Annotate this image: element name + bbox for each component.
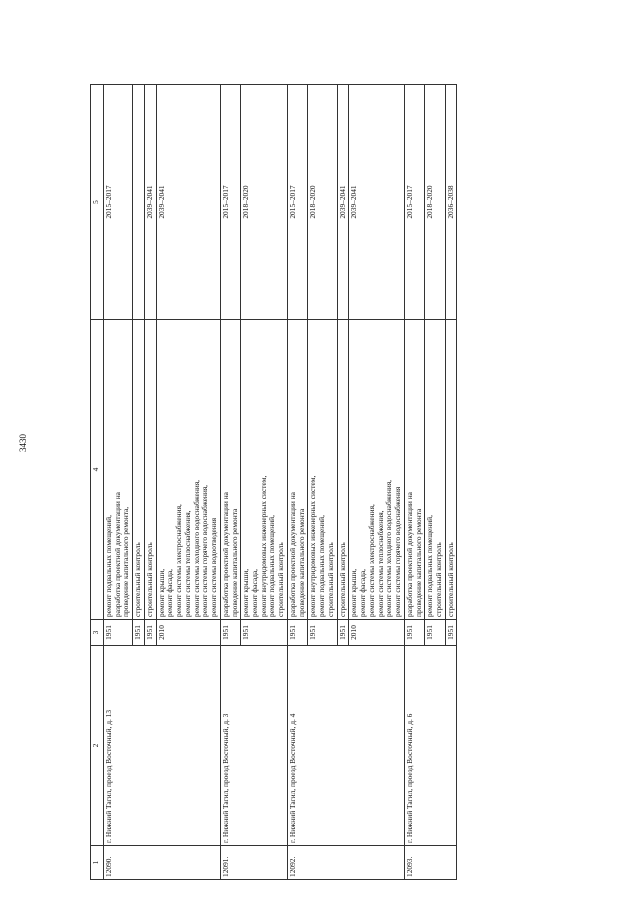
header-col-1: 1 — [91, 846, 104, 880]
period-cell: 2018–2020 — [241, 85, 288, 320]
work-item: ремонт системы электроснабжения, — [174, 504, 184, 617]
period-cell: 2015–2017 — [404, 85, 424, 320]
header-col-5: 5 — [91, 85, 104, 320]
works-cell — [220, 320, 240, 620]
work-item: строительный контроль — [445, 542, 455, 617]
year-cell: 1951 — [144, 620, 156, 646]
period-cell: 2039–2041 — [144, 85, 156, 320]
record-number: 12093. — [404, 846, 457, 880]
work-item: ремонт подвальных помещений, — [267, 515, 277, 617]
work-item: строительный контроль — [133, 542, 143, 617]
repair-schedule-table — [90, 84, 457, 880]
period-cell: 2015–2017 — [220, 85, 240, 320]
work-item: ремонт внутридомовых инженерных систем, — [258, 475, 268, 617]
year-cell: 1951 — [241, 620, 288, 646]
work-item: проведение капитального ремонта — [413, 508, 423, 617]
work-item: строительный контроль — [325, 542, 335, 617]
year-cell: 1951 — [337, 620, 349, 646]
year-cell: 1951 — [287, 620, 307, 646]
work-item: ремонт системы водоотведения — [209, 517, 219, 617]
year-cell: 1951 — [104, 620, 133, 646]
period-cell: 2015–2017 — [287, 85, 307, 320]
period-cell: 2039–2041 — [349, 85, 404, 320]
work-item: ремонт системы холодного водоснабжения, — [384, 480, 394, 617]
works-cell — [404, 320, 424, 620]
work-item: ремонт системы холодного водоснабжения, — [191, 480, 201, 617]
work-item: ремонт подвальных помещений, — [425, 515, 435, 617]
work-item: разработка проектной документации на — [404, 492, 414, 617]
table-body — [104, 85, 457, 880]
work-item: проведение капитального ремонта — [229, 508, 239, 617]
works-cell — [287, 320, 307, 620]
work-item: разработка проектной документации на — [220, 492, 230, 617]
table-row — [220, 85, 240, 880]
works-cell — [104, 320, 133, 620]
address-cell: г. Нижний Тагил, проезд Восточный, д. 3 — [220, 646, 287, 846]
year-cell: 1951 — [404, 620, 424, 646]
page-number: 3430 — [18, 434, 28, 452]
work-item: ремонт системы теплоснабжения, — [375, 510, 385, 617]
work-item: ремонт системы горячего водоснабжения — [393, 486, 403, 617]
rotated-table-container — [90, 85, 530, 880]
work-item: ремонт системы горячего водоснабжения, — [200, 484, 210, 617]
address-cell: г. Нижний Тагил, проезд Восточный, д. 13 — [104, 646, 221, 846]
header-row — [91, 85, 104, 880]
work-item: разработка проектной документации на — [287, 492, 297, 617]
work-item: ремонт системы электроснабжения, — [366, 504, 376, 617]
work-item: ремонт системы теплоснабжения, — [182, 510, 192, 617]
work-item: ремонт крыши, — [156, 568, 166, 617]
period-cell: 2039–2041 — [156, 85, 220, 320]
year-cell: 1951 — [133, 620, 145, 646]
year-cell: 1951 — [425, 620, 445, 646]
work-item: ремонт подвальных помещений, — [104, 515, 113, 617]
table-row — [287, 85, 307, 880]
work-item: ремонт подвальных помещений, — [317, 515, 327, 617]
year-cell: 1951 — [220, 620, 240, 646]
work-item: строительный контроль — [337, 542, 347, 617]
work-item: проведение капитального ремонта — [296, 508, 306, 617]
work-item: разработка проектной документации на — [112, 492, 122, 617]
period-cell: 2036–2038 — [445, 85, 457, 320]
works-cell — [133, 320, 145, 620]
works-cell — [156, 320, 220, 620]
header-col-4: 4 — [91, 320, 104, 620]
works-cell — [445, 320, 457, 620]
work-item: ремонт внутридомовых инженерных систем, — [308, 475, 318, 617]
works-cell — [308, 320, 337, 620]
period-cell: 2039–2041 — [337, 85, 349, 320]
record-number: 12091. — [220, 846, 287, 880]
works-cell — [349, 320, 404, 620]
record-number: 12090. — [104, 846, 221, 880]
record-number: 12092. — [287, 846, 404, 880]
work-item: ремонт фасада, — [250, 569, 260, 617]
table-row — [404, 85, 424, 880]
work-item: строительный контроль — [276, 542, 286, 617]
address-cell: г. Нижний Тагил, проезд Восточный, д. 4 — [287, 646, 404, 846]
work-item: ремонт фасада, — [358, 569, 368, 617]
year-cell: 2010 — [156, 620, 220, 646]
period-cell: 2018–2020 — [308, 85, 337, 320]
work-item: проведение капитального ремонта, — [121, 506, 131, 617]
works-cell — [337, 320, 349, 620]
work-item: строительный контроль — [433, 542, 443, 617]
work-item: ремонт крыши, — [241, 568, 251, 617]
work-item: ремонт крыши, — [349, 568, 359, 617]
works-cell — [425, 320, 445, 620]
year-cell: 1951 — [445, 620, 457, 646]
period-cell: 2018–2020 — [425, 85, 445, 320]
work-item: строительный контроль — [144, 542, 154, 617]
works-cell — [144, 320, 156, 620]
year-cell: 2010 — [349, 620, 404, 646]
works-cell — [241, 320, 288, 620]
year-cell: 1951 — [308, 620, 337, 646]
address-cell: г. Нижний Тагил, проезд Восточный, д. 6 — [404, 646, 457, 846]
header-col-3: 3 — [91, 620, 104, 646]
period-cell — [133, 85, 145, 320]
period-cell: 2015–2017 — [104, 85, 133, 320]
work-item: ремонт фасада, — [165, 569, 175, 617]
header-col-2: 2 — [91, 646, 104, 846]
table-row — [104, 85, 133, 880]
